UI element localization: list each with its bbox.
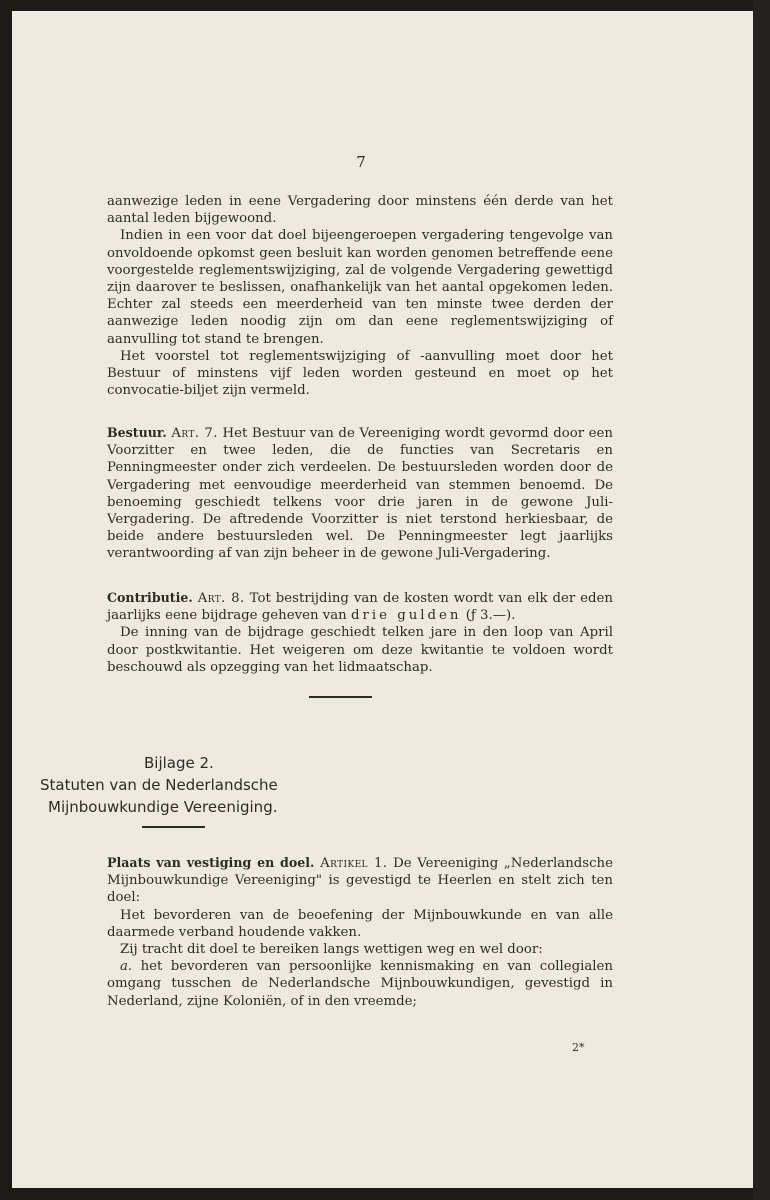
article-heading: Plaats van vestiging en doel. [107, 855, 315, 870]
appendix-heading [40, 752, 340, 818]
paragraph: aanwezige leden in eene Vergadering door minstens één derde van het aantal leden bijgewoond. [107, 194, 613, 227]
title-divider [142, 826, 205, 828]
appendix-label: Bijlage 2. [144, 754, 214, 772]
page-number: 7 [356, 153, 366, 171]
article-number: Art. 8. [197, 591, 245, 606]
signature-mark: 2* [572, 1041, 585, 1054]
section-text-top [107, 193, 613, 399]
artikel-1 [107, 854, 613, 1010]
article-number: Art. 7. [171, 426, 218, 441]
paragraph: Het bevorderen van de beoefening der Mijnbouwkunde en van alle daarmede verband houdende vakken. [107, 907, 613, 940]
paragraph: Het voorstel tot reglementswijziging of -aanvulling moet door het Bestuur of minstens vijf leden worden gesteund en moet op het convocatie-biljet zijn vermeld. [107, 348, 613, 399]
book-page [12, 11, 753, 1188]
article-text: (ƒ 3.—). [465, 608, 516, 624]
list-label: a. [120, 959, 133, 975]
article-number: Artikel 1. [320, 856, 388, 871]
list-item: het bevorderen van persoonlijke kennismaking en van collegialen omgang tusschen de Nederlandsche Mijnbouwkundigen, gevestigd in Nederland, zijne Koloniën, of in den vreemde; [107, 959, 613, 1009]
spaced-amount: drie gulden [350, 608, 462, 624]
article-heading: Contributie. [107, 590, 193, 605]
contributie-article [107, 589, 613, 676]
article-heading: Bestuur. [107, 425, 167, 440]
appendix-title-line1: Statuten van de Nederlandsche [40, 776, 278, 794]
paragraph: Zij tracht dit doel te bereiken langs wettigen weg en wel door: [120, 942, 543, 958]
paragraph: Indien in een voor dat doel bijeengeroepen vergadering tengevolge van onvoldoende opkomst geen besluit kan worden genomen betreffende eene voorgestelde reglementswijziging, zal de volgende Vergadering gewettigd zijn daarover te beslissen, onafhankelijk van het aantal opgekomen leden. Echter zal steeds een meerderheid van ten minste twee derden der aanwezige leden noodig zijn om dan eene reglementswijziging of aanvulling tot stand te brengen. [107, 228, 613, 347]
section-divider [309, 696, 372, 698]
bestuur-article [107, 424, 613, 563]
article-text: Tot bestrijding van de kosten wordt van elk der eden jaarlijks eene bijdrage geheven van [107, 591, 613, 624]
paragraph: De inning van de bijdrage geschiedt telken jare in den loop van April door postkwitantie. Het weigeren om deze kwitantie te voldoen wordt beschouwd als opzegging van het lidmaatschap. [107, 625, 613, 675]
page-edge [753, 0, 770, 1200]
article-text: Het Bestuur van de Vereeniging wordt gevormd door een Voorzitter en twee leden, die de functies van Secretaris en Penningmeester onder zich verdeelen. De bestuursleden worden door de Vergadering met eenvoudige meerderheid van stemmen benoemd. De benoeming geschiedt telkens voor drie jaren in de gewone Juli-Vergadering. De aftredende Voorzitter is niet terstond herkiesbaar, de beide andere bestuursleden wel. De Penningmeester legt jaarlijks verantwoording af van zijn beheer in de gewone Juli-Vergadering. [107, 426, 613, 562]
article-text: De Vereeniging „Nederlandsche Mijnbouwkundige Vereeniging" is gevestigd te Heerlen en stelt zich ten doel: [107, 856, 613, 906]
appendix-title-line2: Mijnbouwkundige Vereeniging. [48, 798, 278, 816]
